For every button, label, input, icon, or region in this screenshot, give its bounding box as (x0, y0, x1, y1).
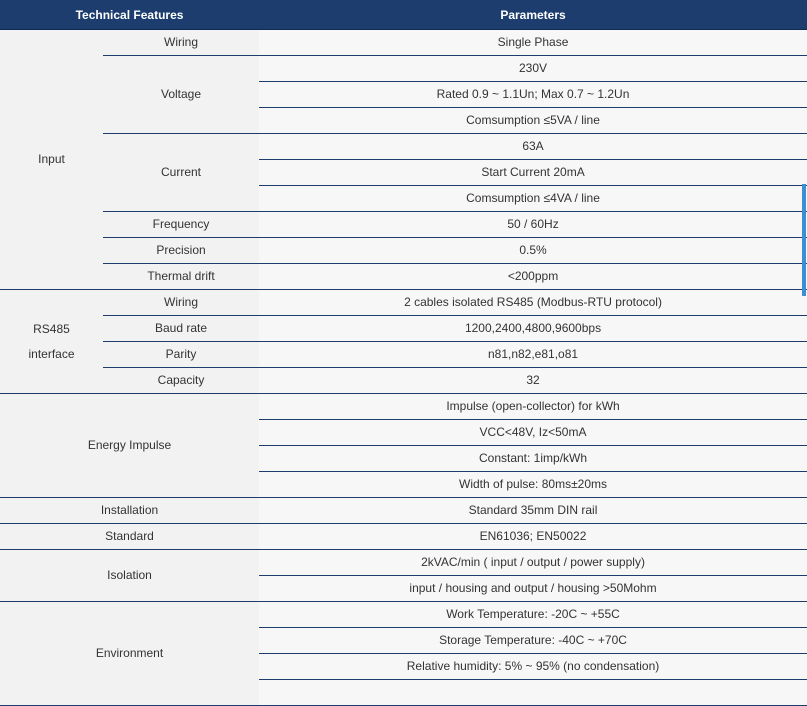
table-row (0, 524, 807, 550)
param-current: Current (103, 134, 259, 212)
param-parity: Parity (103, 342, 259, 368)
table-row (0, 238, 807, 264)
value-parity: n81,n82,e81,o81 (259, 342, 807, 368)
value-installation: Standard 35mm DIN rail (259, 498, 807, 524)
table-row (0, 368, 807, 394)
table-row (0, 394, 807, 420)
table-row (0, 316, 807, 342)
value-relative-humidity: Relative humidity: 5% ~ 95% (no condensation) (259, 654, 807, 680)
table-row (0, 602, 807, 628)
value-voltage-range: Rated 0.9 ~ 1.1Un; Max 0.7 ~ 1.2Un (259, 82, 807, 108)
value-impulse-constant: Constant: 1imp/kWh (259, 446, 807, 472)
param-environment: Environment (0, 602, 259, 706)
value-capacity: 32 (259, 368, 807, 394)
table-row (0, 264, 807, 290)
table-row (0, 498, 807, 524)
value-wiring: Single Phase (259, 30, 807, 56)
value-precision: 0.5% (259, 238, 807, 264)
value-rs485-wiring: 2 cables isolated RS485 (Modbus-RTU protocol) (259, 290, 807, 316)
table-row (0, 56, 807, 82)
table-row (0, 342, 807, 368)
value-voltage-rated: 230V (259, 56, 807, 82)
header-parameters: Parameters (259, 0, 807, 30)
table-row (0, 550, 807, 576)
value-impulse-width: Width of pulse: 80ms±20ms (259, 472, 807, 498)
param-isolation: Isolation (0, 550, 259, 602)
header-row (0, 0, 807, 30)
group-input: Input (0, 30, 103, 290)
table-row (0, 290, 807, 316)
value-isolation-kvac: 2kVAC/min ( input / output / power supply) (259, 550, 807, 576)
param-capacity: Capacity (103, 368, 259, 394)
table-row (0, 134, 807, 160)
value-impulse-type: Impulse (open-collector) for kWh (259, 394, 807, 420)
value-standard: EN61036; EN50022 (259, 524, 807, 550)
value-frequency: 50 / 60Hz (259, 212, 807, 238)
group-rs485-line2: interface (28, 346, 75, 361)
param-baud-rate: Baud rate (103, 316, 259, 342)
value-current-rated: 63A (259, 134, 807, 160)
table-row (0, 30, 807, 56)
param-installation: Installation (0, 498, 259, 524)
value-work-temperature: Work Temperature: -20C ~ +55C (259, 602, 807, 628)
value-voltage-consumption: Comsumption ≤5VA / line (259, 108, 807, 134)
value-impulse-vcc: VCC<48V, Iz<50mA (259, 420, 807, 446)
scrollbar-thumb[interactable] (802, 184, 806, 296)
header-technical-features: Technical Features (0, 0, 259, 30)
param-voltage: Voltage (103, 56, 259, 134)
value-isolation-housing: input / housing and output / housing >50Mohm (259, 576, 807, 602)
value-current-start: Start Current 20mA (259, 160, 807, 186)
value-current-consumption: Comsumption ≤4VA / line (259, 186, 807, 212)
param-wiring: Wiring (103, 30, 259, 56)
param-rs485-wiring: Wiring (103, 290, 259, 316)
param-precision: Precision (103, 238, 259, 264)
value-baud-rate: 1200,2400,4800,9600bps (259, 316, 807, 342)
value-environment-extra (259, 680, 807, 706)
table-row (0, 212, 807, 238)
param-standard: Standard (0, 524, 259, 550)
value-storage-temperature: Storage Temperature: -40C ~ +70C (259, 628, 807, 654)
group-rs485 (0, 290, 103, 394)
param-thermal-drift: Thermal drift (103, 264, 259, 290)
group-rs485-line1: RS485 (33, 321, 70, 336)
param-energy-impulse: Energy Impulse (0, 394, 259, 498)
param-frequency: Frequency (103, 212, 259, 238)
value-thermal-drift: <200ppm (259, 264, 807, 290)
